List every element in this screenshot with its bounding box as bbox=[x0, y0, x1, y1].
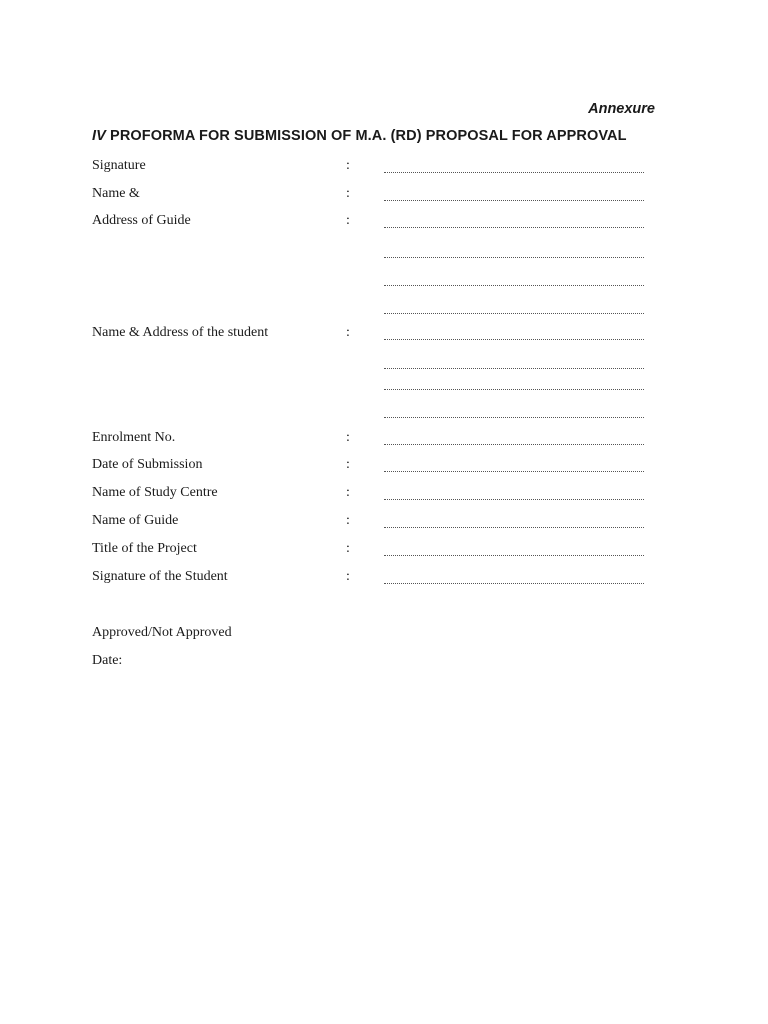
field-label-project-title: Title of the Project bbox=[92, 541, 197, 556]
field-separator: : bbox=[346, 541, 350, 556]
enrolment-fill-line[interactable] bbox=[384, 434, 644, 445]
name-fill-line[interactable] bbox=[384, 190, 644, 201]
guide-address-fill-line-3[interactable] bbox=[384, 275, 644, 286]
form-row-guide-address-continued bbox=[0, 243, 768, 263]
student-address-fill-line-2[interactable] bbox=[384, 358, 644, 369]
field-label-signature: Signature bbox=[92, 158, 146, 173]
form-row-student-address bbox=[0, 325, 768, 345]
field-separator: : bbox=[346, 513, 350, 528]
annexure-label: Annexure bbox=[588, 101, 655, 117]
signature-fill-line[interactable] bbox=[384, 162, 644, 173]
field-label-name: Name & bbox=[92, 186, 140, 201]
form-row-enrolment bbox=[0, 430, 768, 450]
form-row-guide-address bbox=[0, 213, 768, 233]
form-row-student-signature bbox=[0, 569, 768, 589]
field-label-student-address: Name & Address of the student bbox=[92, 325, 269, 340]
heading-number: IV bbox=[92, 128, 106, 144]
field-separator: : bbox=[346, 430, 350, 445]
field-separator: : bbox=[346, 569, 350, 584]
guide-address-fill-line-4[interactable] bbox=[384, 303, 644, 314]
field-separator: : bbox=[346, 213, 350, 228]
form-row-student-address-continued bbox=[0, 354, 768, 374]
approval-status-label: Approved/Not Approved bbox=[92, 625, 232, 640]
form-row-guide-name bbox=[0, 513, 768, 533]
submission-date-fill-line[interactable] bbox=[384, 461, 644, 472]
form-heading bbox=[92, 128, 692, 144]
form-row-name bbox=[0, 186, 768, 206]
form-row-student-address-continued bbox=[0, 403, 768, 423]
field-label-study-centre: Name of Study Centre bbox=[92, 485, 218, 500]
field-separator: : bbox=[346, 186, 350, 201]
form-row-signature bbox=[0, 158, 768, 178]
field-separator: : bbox=[346, 158, 350, 173]
student-address-fill-line-3[interactable] bbox=[384, 379, 644, 390]
field-separator: : bbox=[346, 325, 350, 340]
guide-address-fill-line-1[interactable] bbox=[384, 217, 644, 228]
field-label-enrolment: Enrolment No. bbox=[92, 430, 176, 445]
field-separator: : bbox=[346, 485, 350, 500]
guide-name-fill-line[interactable] bbox=[384, 517, 644, 528]
heading-title: PROFORMA FOR SUBMISSION OF M.A. (RD) PROPOSAL FOR APPROVAL bbox=[110, 128, 627, 144]
field-label-submission-date: Date of Submission bbox=[92, 457, 203, 472]
form-row-guide-address-continued bbox=[0, 299, 768, 319]
form-row-student-address-continued bbox=[0, 375, 768, 395]
field-separator: : bbox=[346, 457, 350, 472]
field-label-guide-name: Name of Guide bbox=[92, 513, 179, 528]
form-row-project-title bbox=[0, 541, 768, 561]
field-label-guide-address: Address of Guide bbox=[92, 213, 191, 228]
student-address-fill-line-4[interactable] bbox=[384, 407, 644, 418]
form-row-study-centre bbox=[0, 485, 768, 505]
form-row-guide-address-continued bbox=[0, 271, 768, 291]
field-label-student-signature: Signature of the Student bbox=[92, 569, 228, 584]
guide-address-fill-line-2[interactable] bbox=[384, 247, 644, 258]
approval-date-label: Date: bbox=[92, 653, 123, 668]
form-row-submission-date bbox=[0, 457, 768, 477]
student-signature-fill-line[interactable] bbox=[384, 573, 644, 584]
project-title-fill-line[interactable] bbox=[384, 545, 644, 556]
student-address-fill-line-1[interactable] bbox=[384, 329, 644, 340]
study-centre-fill-line[interactable] bbox=[384, 489, 644, 500]
